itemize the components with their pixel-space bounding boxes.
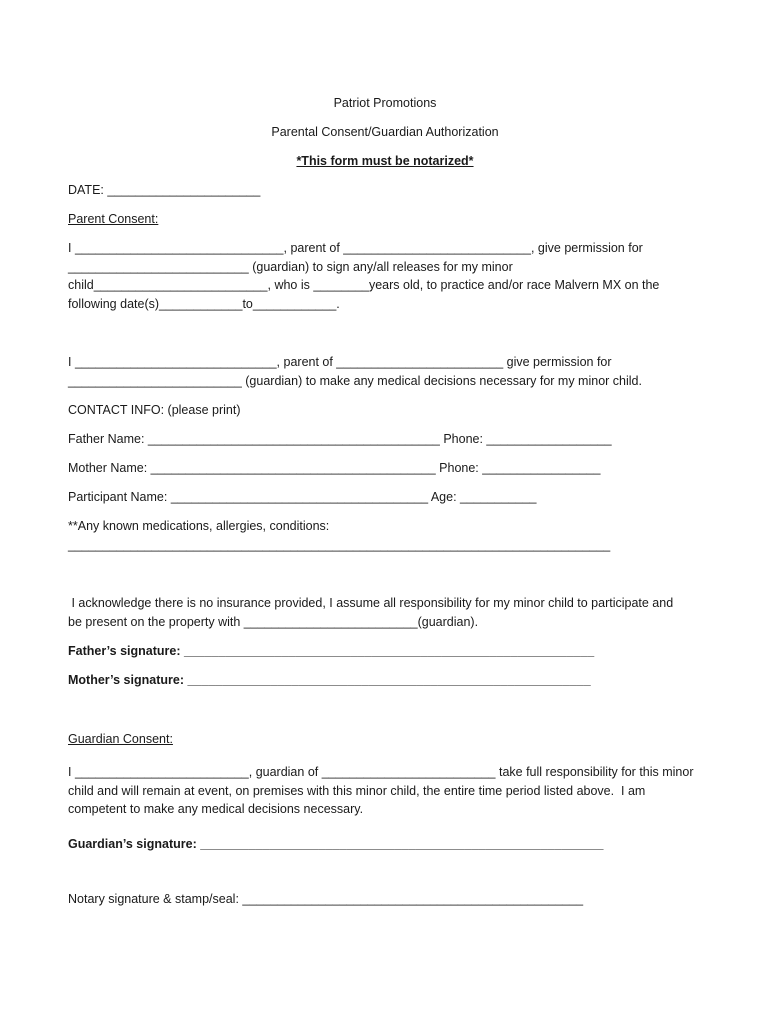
acknowledgement-line-2[interactable]: be present on the property with _________________________(guardian). [68, 615, 479, 629]
acknowledgement-line-1: I acknowledge there is no insurance provided, I assume all responsibility for my minor child to participate and [68, 596, 674, 610]
guardian-signature-field[interactable]: Guardian’s signature: __________________________________________________________ [68, 837, 604, 851]
parent-consent-line-4[interactable]: following date(s)____________to____________. [68, 297, 340, 311]
guardian-consent-line-1[interactable]: I _________________________, guardian of _________________________ take full responsibility for this minor [68, 765, 694, 779]
date-field[interactable]: DATE: ______________________ [68, 183, 261, 197]
notary-signature-field[interactable]: Notary signature & stamp/seal: _________________________________________________ [68, 892, 584, 906]
medical-conditions-label: **Any known medications, allergies, conditions: [68, 519, 330, 533]
parent-consent-line-2[interactable]: __________________________ (guardian) to sign any/all releases for my minor [68, 260, 513, 274]
medical-permission-line-1[interactable]: I _____________________________, parent of ________________________ give permission for [68, 355, 612, 369]
mother-name-phone-field[interactable]: Mother Name: _________________________________________ Phone: _________________ [68, 461, 601, 475]
parent-consent-line-1[interactable]: I ______________________________, parent of ___________________________, give permission for [68, 241, 643, 255]
notarize-notice: *This form must be notarized* [296, 154, 474, 168]
participant-name-age-field[interactable]: Participant Name: _____________________________________ Age: ___________ [68, 490, 537, 504]
parent-consent-line-3[interactable]: child_________________________, who is ________years old, to practice and/or race Malvern MX on the [68, 278, 660, 292]
medical-permission-line-2[interactable]: _________________________ (guardian) to make any medical decisions necessary for my minor child. [68, 374, 642, 388]
mother-signature-field[interactable]: Mother’s signature: __________________________________________________________ [68, 673, 591, 687]
guardian-consent-line-2: child and will remain at event, on premises with this minor child, the entire time period listed above. I am [68, 784, 646, 798]
guardian-consent-line-3: competent to make any medical decisions necessary. [68, 802, 364, 816]
form-title: Parental Consent/Guardian Authorization [271, 125, 499, 139]
contact-info-heading: CONTACT INFO: (please print) [68, 403, 241, 417]
father-name-phone-field[interactable]: Father Name: __________________________________________ Phone: __________________ [68, 432, 612, 446]
parent-consent-heading: Parent Consent: [68, 212, 159, 226]
guardian-consent-heading: Guardian Consent: [68, 732, 173, 746]
father-signature-field[interactable]: Father’s signature: ___________________________________________________________ [68, 644, 595, 658]
medical-conditions-field[interactable]: ______________________________________________________________________________ [68, 538, 611, 552]
org-name: Patriot Promotions [333, 96, 437, 110]
